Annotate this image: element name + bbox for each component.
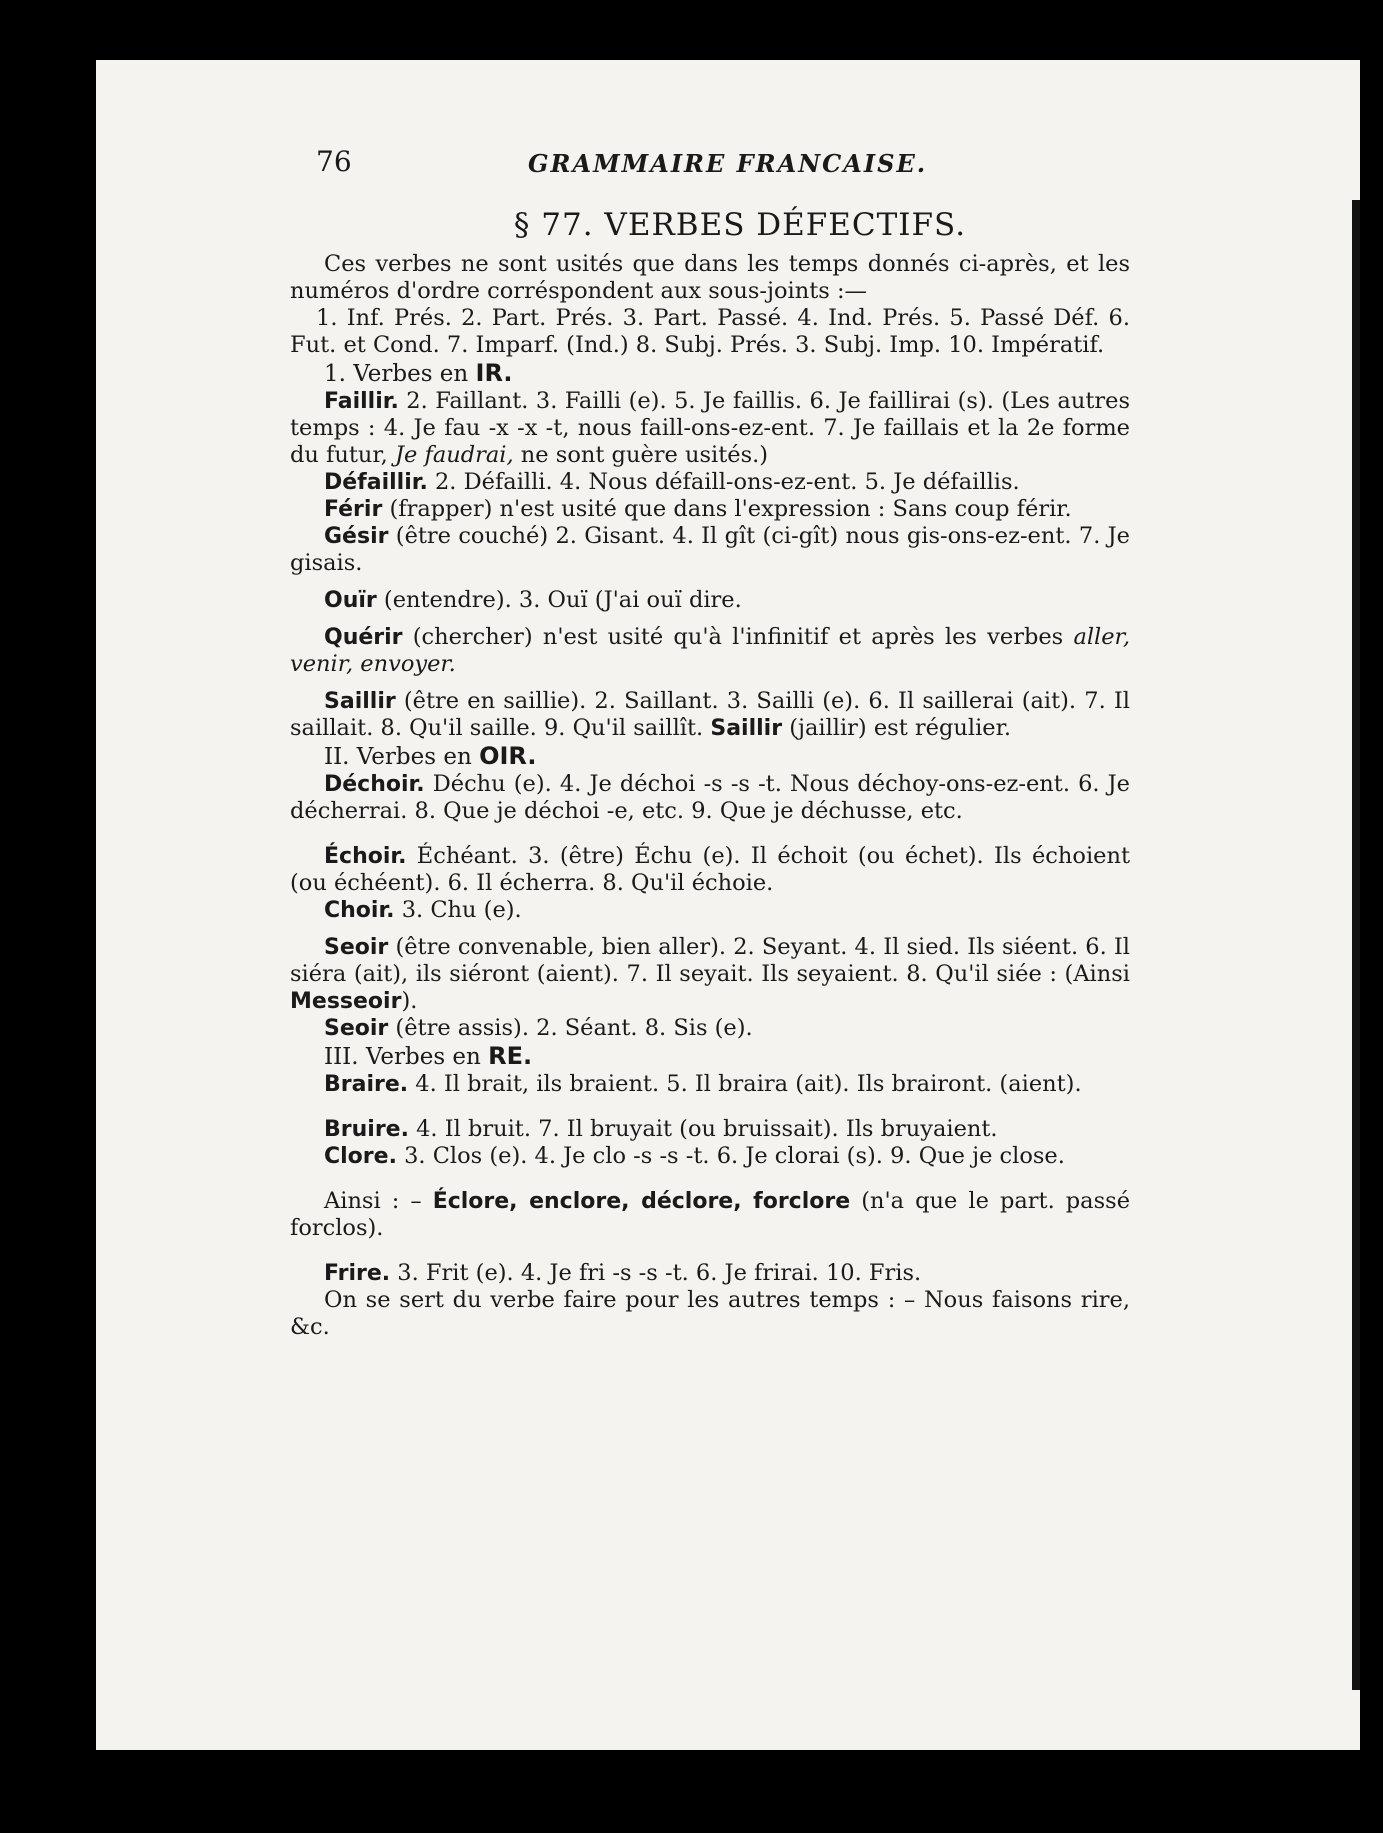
- spacer: [290, 1242, 1130, 1260]
- entry-ferir: [290, 496, 1130, 523]
- section-title: § 77. VERBES DÉFECTIFS.: [513, 207, 967, 243]
- intro-paragraph: Ces verbes ne sont usités que dans les temps donnés ci-après, et les numéros d'ordre corréspondent aux sous-joints :—: [290, 251, 1130, 304]
- entry-ouir: [290, 587, 1130, 614]
- spacer: [290, 825, 1130, 843]
- spacer: [290, 614, 1130, 624]
- entry-text: 3. Frit (e). 4. Je fri -s -s -t. 6. Je frirai. 10. Fris.: [390, 1260, 922, 1286]
- entry-dechoir: [290, 771, 1130, 825]
- entry-head: Choir.: [324, 898, 395, 923]
- entry-choir: [290, 897, 1130, 924]
- page-number: 76: [316, 145, 352, 178]
- entry-text: (entendre). 3. Ouï (J'ai ouï dire.: [376, 587, 742, 613]
- spacer: [290, 1170, 1130, 1188]
- entry-text: 4. Il bruit. 7. Il bruyait (ou bruissait). Ils bruyaient.: [408, 1116, 998, 1142]
- entry-text: (être assis). 2. Séant. 8. Sis (e).: [388, 1015, 753, 1041]
- entry-text: (n'a que le part. passé forclos).: [290, 1188, 1131, 1241]
- entry-text: (être couché) 2. Gisant. 4. Il gît (ci-gît) nous gis-ons-ez-ent. 7. Je gisais.: [290, 523, 1130, 576]
- entry-text: 2. Défailli. 4. Nous défaill-ons-ez-ent. 5. Je défaillis.: [427, 469, 1020, 495]
- entry-head: Déchoir.: [324, 772, 425, 797]
- entry-italic: Je faudrai,: [395, 442, 514, 468]
- entry-ainsi: [290, 1188, 1130, 1242]
- entry-bruire: [290, 1116, 1130, 1143]
- entry-head: Braire.: [324, 1072, 409, 1097]
- entry-head: Seoir: [324, 935, 389, 960]
- spacer: [290, 577, 1130, 587]
- group-label: III. Verbes en: [324, 1044, 489, 1070]
- entry-frire: [290, 1260, 1130, 1287]
- group-ending: OIR.: [479, 742, 537, 770]
- page-content: [290, 145, 1130, 1341]
- entry-text: 3. Clos (e). 4. Je clo -s -s -t. 6. Je clorai (s). 9. Que je close.: [396, 1143, 1065, 1169]
- group-label: II. Verbes en: [324, 744, 480, 770]
- entry-italic: aller, venir, envoyer.: [290, 624, 1130, 677]
- entry-head: Faillir.: [324, 389, 399, 414]
- page-header: [290, 145, 1130, 193]
- entry-text: (frapper) n'est usité que dans l'expression : Sans coup férir.: [382, 496, 1072, 522]
- running-title: GRAMMAIRE FRANCAISE.: [528, 149, 928, 178]
- entry-text: Déchu (e). 4. Je déchoi -s -s -t. Nous déchoy-ons-ez-ent. 6. Je décherrai. 8. Que je déchoi -e, etc. 9. Que je déchusse, etc.: [290, 771, 1130, 824]
- entry-defaillir: [290, 469, 1130, 496]
- group-ir-heading: [290, 359, 1130, 388]
- entry-head: Saillir: [324, 689, 396, 714]
- entry-head: Frire.: [324, 1261, 391, 1286]
- entry-text: (être convenable, bien aller). 2. Seyant. 4. Il sied. Ils siéent. 6. Il siéra (ait), ils siéront (aient). 7. Il seyait. Ils seyaient. 8. Qu'il siée : (Ainsi: [290, 934, 1130, 987]
- spacer: [290, 678, 1130, 688]
- entry-gesir: [290, 523, 1130, 577]
- tense-key: 1. Inf. Prés. 2. Part. Prés. 3. Part. Passé. 4. Ind. Prés. 5. Passé Déf. 6. Fut. et Cond. 7. Imparf. (Ind.) 8. Subj. Prés. 3. Subj. Imp. 10. Impératif.: [290, 305, 1130, 358]
- entry-head-2: Messeoir: [290, 989, 402, 1014]
- entry-text: (être en saillie). 2. Saillant. 3. Sailli (e). 6. Il saillerai (ait). 7. Il saillait. 8. Qu'il saille. 9. Qu'il saillît.: [290, 688, 1130, 741]
- entry-head: Échoir.: [324, 844, 407, 869]
- group-ending: IR.: [475, 359, 513, 387]
- entry-text: 4. Il brait, ils braient. 5. Il braira (ait). Ils brairont. (aient).: [408, 1071, 1082, 1097]
- entry-echoir: [290, 843, 1130, 897]
- entry-lead: Ainsi : –: [324, 1188, 433, 1214]
- entry-head: Éclore, enclore, déclore, forclore: [432, 1189, 851, 1214]
- entry-head: Défaillir.: [324, 470, 428, 495]
- entry-text: (chercher) n'est usité qu'à l'infinitif et après les verbes: [402, 624, 1074, 650]
- page-edge: [1352, 200, 1360, 1690]
- spacer: [290, 924, 1130, 934]
- group-label: 1. Verbes en: [324, 361, 476, 387]
- entry-head-2: Saillir: [710, 716, 783, 741]
- entry-head: Quérir: [324, 625, 403, 650]
- entry-head: Ouïr: [324, 588, 377, 613]
- entry-text: Échéant. 3. (être) Échu (e). Il échoit (ou échet). Ils échoient (ou échéent). 6. Il écherra. 8. Qu'il échoie.: [290, 843, 1130, 896]
- entry-faillir: [290, 388, 1130, 469]
- entry-braire: [290, 1071, 1130, 1098]
- entry-seoir-convenable: [290, 934, 1130, 1015]
- entry-head: Seoir: [324, 1016, 389, 1041]
- closing-paragraph: On se sert du verbe faire pour les autres temps : – Nous faisons rire, &c.: [290, 1287, 1130, 1340]
- entry-head: Bruire.: [324, 1117, 409, 1142]
- spacer: [290, 1098, 1130, 1116]
- entry-saillir: [290, 688, 1130, 742]
- entry-querir: [290, 624, 1130, 678]
- group-ending: RE.: [488, 1042, 533, 1070]
- entry-text: 2. Faillant. 3. Failli (e). 5. Je faillis. 6. Je faillirai (s). (Les autres temps : 4. Je fau -x -x -t, nous faill-ons-ez-ent. 7. Je faillais et la 2e forme du futur,: [290, 388, 1130, 468]
- entry-text: 3. Chu (e).: [394, 897, 522, 923]
- entry-head: Clore.: [324, 1144, 397, 1169]
- entry-text-2: ne sont guère usités.): [513, 442, 769, 468]
- entry-head: Gésir: [324, 524, 389, 549]
- entry-head: Férir: [324, 497, 383, 522]
- group-re-heading: [290, 1042, 1130, 1071]
- group-oir-heading: [290, 742, 1130, 771]
- entry-text-2: (jaillir) est régulier.: [782, 715, 1012, 741]
- entry-clore: [290, 1143, 1130, 1170]
- entry-seoir-assis: [290, 1015, 1130, 1042]
- entry-text-2: ).: [401, 988, 418, 1014]
